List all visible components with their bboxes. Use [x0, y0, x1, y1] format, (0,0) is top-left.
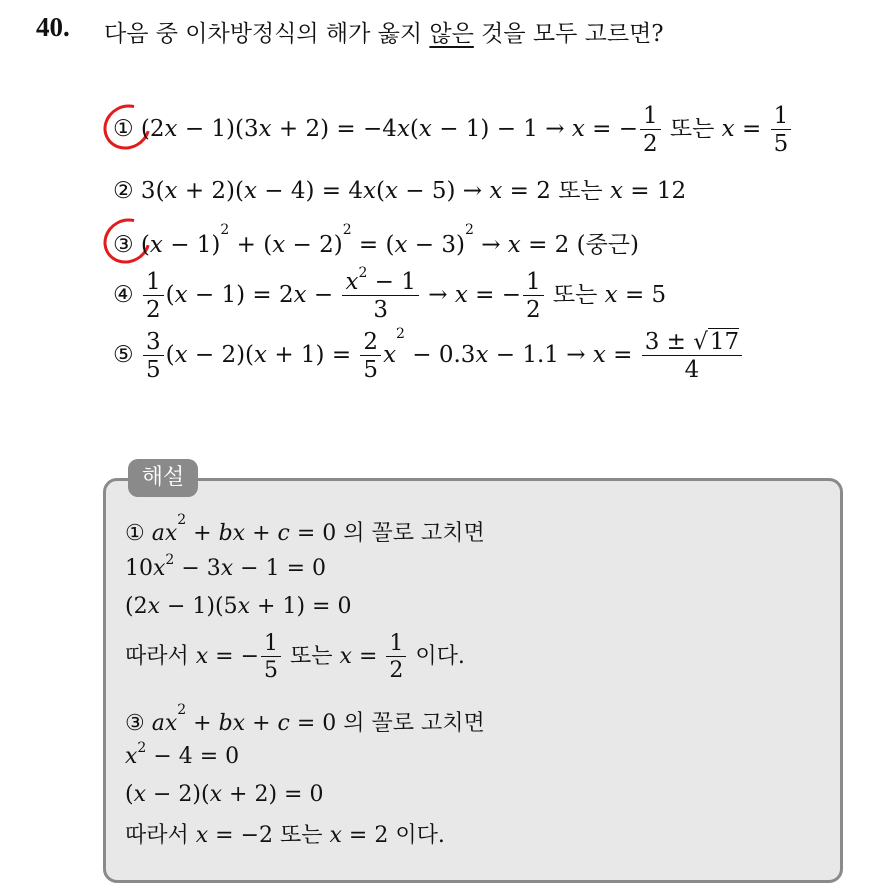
solution-line: $10x^2 - 3x - 1 = 0$ — [125, 552, 327, 581]
choice-marker: ② — [113, 178, 134, 204]
question-text-underlined: 않은 — [429, 21, 474, 47]
solution-line: (x − 2)(x + 2) = 0 — [125, 782, 324, 807]
choice-3: ③ $(x - 1)^2 + (x - 2)^2 = (x - 3)^2 \to x = 2$ (중근) — [113, 222, 640, 258]
solution-line: 따라서 x = −2 또는 x = 2 이다. — [125, 823, 445, 848]
solution-line: $x^2 - 4 = 0$ — [125, 740, 240, 769]
solution-line: (2x − 1)(5x + 1) = 0 — [125, 594, 352, 619]
choice-2: ② 3(x + 2)(x − 4) = 4x(x − 5) → x = 2 또는 x = 12 — [113, 178, 687, 204]
choice-marker: ④ — [113, 282, 134, 309]
question-text — [104, 15, 664, 48]
choice-marker: ⑤ — [113, 342, 134, 369]
choice-4: ④ $\frac{1}{2}$ (x − 1) = 2x − $\frac{x^2 - 1}{3}$ → x = − $\frac{1}{2}$ 또는 x = 5 — [113, 265, 667, 324]
solution-line: ③ $ax^2$ + bx + c = 0 의 꼴로 고치면 — [125, 702, 485, 736]
solution-line: 따라서 x = − $\frac{1}{5}$ 또는 x = $\frac{1}{2}$ 이다. — [125, 631, 465, 684]
choice-marker: ① — [113, 116, 134, 143]
choice-5: ⑤ $\frac{3}{5}$ (x − 2)(x + 1) = $\frac{2}{5}$ $x^2 - 0.3x - 1.1 \to x$ = $\frac{3 \pm √17}{4}$ — [113, 330, 744, 382]
solution-tab: 해설 — [128, 459, 198, 497]
choice-1: ① (2x − 1)(3x + 2) = −4x(x − 1) − 1 → x = − $\frac{1}{2}$ 또는 x = $\frac{1}{5}$ — [113, 104, 793, 156]
question-text-after: 것을 모두 고르면? — [473, 21, 664, 47]
solution-line: ① $ax^2$ + bx + c = 0 의 꼴로 고치면 — [125, 512, 485, 546]
question-text-before: 다음 중 이차방정식의 해가 옳지 — [104, 21, 430, 47]
choice-marker: ③ — [113, 232, 134, 258]
question-number: 40. — [36, 12, 70, 42]
